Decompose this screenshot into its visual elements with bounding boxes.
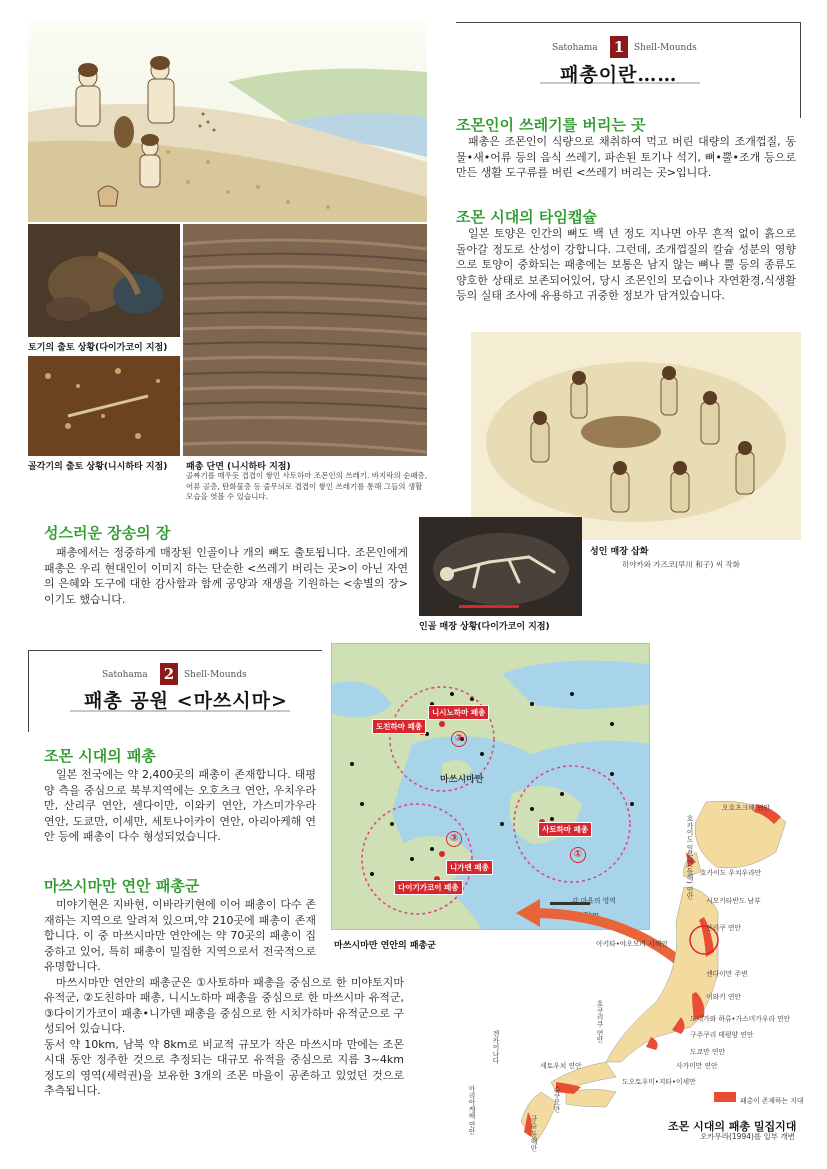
- region-hokkaido-west: 호카이도 일본해(동해) 연안: [685, 815, 693, 900]
- region-shimokita: 시모키타반도 남부: [706, 897, 761, 905]
- section1-number-badge: 1: [610, 36, 628, 58]
- topic-heading-funeral: 성스러운 장송의 장: [44, 524, 171, 542]
- tag-tochihama: 도친하마 패총: [372, 719, 426, 734]
- region-hokuriku: 호쿠리쿠 연안: [595, 1000, 603, 1043]
- tag-nigaden: 니가덴 패총: [446, 860, 493, 875]
- circle-number-2: ②: [451, 731, 467, 747]
- scale-zero: 0: [548, 911, 553, 919]
- topic-text-time-capsule: [456, 226, 796, 304]
- caption-pottery: 토기의 출토 상황(다이가코이 지점): [28, 343, 168, 353]
- topic-heading-matsushima-group: 마쓰시마만 연안 패총군: [44, 877, 200, 895]
- topic-heading-jomon-shellmounds: 조몬 시대의 패총: [44, 747, 156, 765]
- scale-five-km: 5km: [584, 911, 599, 919]
- region-sendai: 센다이만 주변: [706, 970, 748, 978]
- photo-skeleton-burial: [419, 517, 582, 616]
- region-genkai: 겐카이나다: [491, 1030, 499, 1064]
- topic-text-garbage-place-p: 패총은 조몬인이 식량으로 채취하여 먹고 버린 대량의 조개껍질, 동물•새•어류 등의 음식 쓰레기, 파손된 토기나 석기, 뼈•뿔•조개 등으로 만든 생활 도구류를 버린 <쓰레기 버리는 곳>입니다.: [456, 135, 796, 179]
- region-sagami: 사가미만 연안: [676, 1062, 718, 1070]
- region-tone: 도네가와 하류•가스미가우라 연안: [690, 1015, 791, 1023]
- topic-text-funeral-p: 패총에서는 정중하게 매장된 인골이나 개의 뼈도 출토됩니다. 조몬인에게 패총은 우리 현대인이 이미지 하는 단순한 <쓰레기 버리는 곳>이 아닌 자연의 은혜와 도구에 대한 감사함과 함께 공양과 재생을 기원하는 <송별의 장>이기도 했습니다.: [44, 546, 408, 606]
- caption-section-desc: 골짜기를 매우듯 겹겹이 쌓인 사토하마 조몬인의 쓰레기. 바지락의 순패층, 어류 골층, 탄화물층 등 줄무늬로 겹겹이 쌓인 쓰레기를 통해 그들의 생활 모습을 엿볼 수 있습니다.: [186, 471, 428, 501]
- section1-title: 패총이란……: [560, 64, 678, 86]
- tag-satohama: 사토하마 패총: [538, 822, 592, 837]
- photo-pottery-excavation: [28, 224, 180, 337]
- topic-text-garbage-place: [456, 134, 796, 181]
- region-setouchi: 세토우치 연안: [540, 1062, 582, 1070]
- section2-header-rule-top: [28, 650, 322, 651]
- section1-header-rule-side: [800, 22, 801, 118]
- circle-number-3: ③: [446, 831, 462, 847]
- japan-map-subtitle: 오카무라(1994)를 일부 개변: [700, 1132, 795, 1141]
- region-kyushu-east: 규슈 동해안: [529, 1115, 537, 1152]
- section2-label-right: Shell-Mounds: [184, 670, 247, 680]
- region-akita: 아키타•야오모리 서해안: [596, 940, 668, 948]
- caption-bone-tool: 골각기의 출토 상황(니시하타 지점): [28, 462, 168, 472]
- illustration-dumping-shells: [28, 22, 427, 222]
- label-matsushima-bay: 마쓰시마만: [440, 775, 484, 785]
- topic-text-matsushima-p1: 미야기현은 지바현, 이바라키현에 이어 패총이 다수 존재하는 지역으로 알려져 있으며,약 210곳에 패총이 존재합니다. 이 중 마쓰시마만 연안에는 약 70곳의 패총이 집중하고 있어, 특히 패총이 밀집한 지역으로서 전국적으로 유명합니다.: [44, 898, 316, 973]
- topic-heading-time-capsule: 조몬 시대의 타임캡슐: [456, 208, 597, 226]
- section2-label-left: Satohama: [102, 670, 148, 680]
- topic-text-time-capsule-p: 일본 토양은 인간의 뼈도 백 년 정도 지나면 아무 흔적 없이 흙으로 돌아갈 정도로 산성이 강합니다. 그런데, 조개껍질의 칼슘 성분의 영향으로 토양이 중화되는 패총에는 보통은 남지 않는 뼈나 뿔 등의 종류도 양호한 상태로 보존되어있어, 당시 조몬인의 모습이나 자연환경,식생활 등의 실태 조사에 유용하고 귀중한 정보가 담겨있습니다.: [456, 227, 796, 302]
- caption-bay-map: 마쓰시마만 연안의 패총군: [334, 941, 436, 951]
- section2-title: 패총 공원 <마쓰시마>: [84, 690, 288, 712]
- section1-label-left: Satohama: [552, 43, 598, 53]
- region-tokyo: 도쿄만 연안: [690, 1048, 725, 1056]
- tag-nishinohama: 니시노하마 패총: [428, 705, 489, 720]
- region-ariake: 아리아케해 연안: [467, 1085, 475, 1135]
- region-iwaki: 이와키 연안: [706, 993, 741, 1001]
- photo-bone-tool-excavation: [28, 356, 180, 456]
- legend-shellmound-zone: 패총이 존재하는 지대: [740, 1097, 804, 1105]
- topic-text-matsushima-p2: 마쓰시마만 연안의 패총군은 ①사토하마 패총을 중심으로 한 미야토지마 유적군, ②도친하마 패총, 니시노하마 패총을 중심으로 한 마쓰시마 유적군, ③다이기가코이 패총•니가덴 패총을 중심으로 한 시치가하마 유적군으로 구성되어 있습니다.: [44, 975, 404, 1035]
- topic-text-matsushima-p3: 동서 약 10km, 남북 약 8km로 비교적 규모가 작은 마쓰시마 만에는 조몬 시대 동안 정주한 것으로 추정되는 대규모 유적을 중심으로 지름 3~4km 정도의 영역(세력권)을 보유한 3개의 조몬 마을이 공존하고 있었던 것으로 추측됩니다.: [44, 1037, 404, 1097]
- region-uchiura: 호카이도 우치우라만: [700, 869, 762, 877]
- region-sukumo: 스쿠모만: [552, 1085, 560, 1113]
- region-sanriku: 산리쿠 연안: [706, 924, 741, 932]
- japan-map-title: 조몬 시대의 패총 밀집지대: [668, 1120, 797, 1133]
- section1-label-right: Shell-Mounds: [634, 43, 697, 53]
- tag-daigikakoi: 다이기가코이 패총: [394, 880, 463, 895]
- section2-number-badge: 2: [160, 663, 178, 685]
- topic-text-funeral: [44, 545, 408, 607]
- section1-header-rule-top: [456, 22, 801, 23]
- section2-header-rule-side: [28, 650, 29, 732]
- caption-skeleton: 인골 매장 상황(다이가코이 지점): [419, 622, 550, 632]
- circle-number-1: ①: [570, 847, 586, 863]
- region-enshu: 도오토우미•지타•이세만: [622, 1078, 696, 1086]
- caption-burial-credit: 히야카와 가즈코(早川 和子) 씨 작화: [622, 560, 740, 569]
- topic-text-jomon-shellmounds-p: 일본 전국에는 약 2,400곳의 패총이 존재합니다. 태평양 측을 중심으로 북부지역에는 오호츠크 연안, 우치우라만, 산리쿠 연안, 센다이만, 이와키 연안, 가스미가우라 연안, 도쿄만, 이세만, 세토나이카이 연안, 아리아케해 연안 등에 패총이 다수 형성되었습니다.: [44, 768, 316, 843]
- topic-heading-garbage-place: 조몬인이 쓰레기를 버리는 곳: [456, 116, 646, 134]
- caption-section-title: 패총 단면 (니시하타 지점): [186, 462, 291, 472]
- caption-burial-illustration: 성인 매장 삽화: [590, 547, 649, 557]
- topic-text-jomon-shellmounds: [44, 767, 316, 845]
- photo-shell-mound-section: [183, 224, 427, 456]
- region-okhotsk: 오호츠크해 연안: [722, 804, 771, 812]
- illustration-adult-burial: [471, 332, 801, 540]
- region-kujukuri: 구주쿠리 태평양 연안: [690, 1031, 754, 1039]
- legend-village-area: 각 마을의 영역: [572, 897, 616, 905]
